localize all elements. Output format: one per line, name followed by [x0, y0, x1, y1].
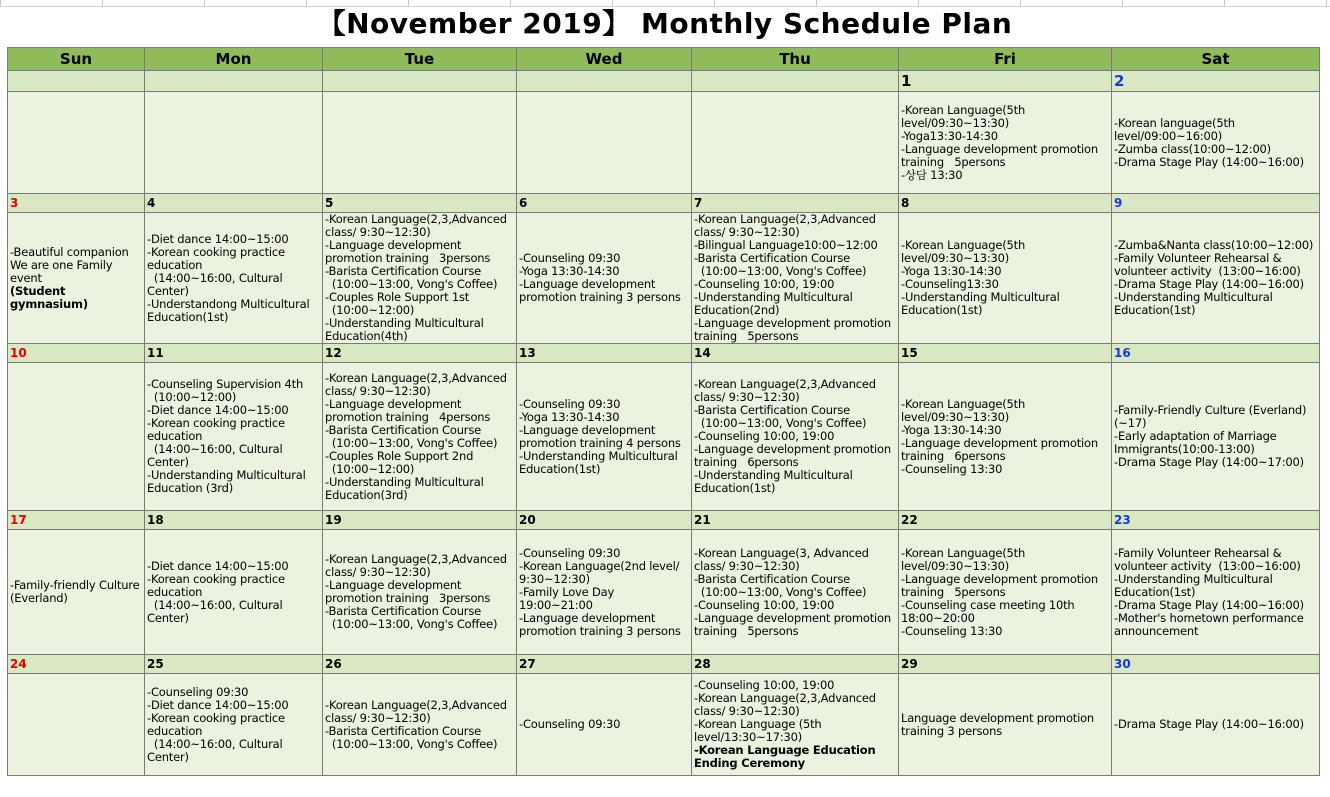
date-number-wed: 6: [517, 194, 692, 213]
schedule-entry: -Korean Language(2,3,Advanced class/ 9:30~12:30): [325, 212, 511, 239]
schedule-entry: -Counseling 10:00, 19:00: [694, 429, 835, 443]
schedule-entry: -Korean Language(2,3,Advanced class/ 9:30~12:30): [694, 377, 880, 404]
schedule-entry: -Language development promotion training 6persons: [901, 435, 1102, 463]
schedule-entry: -Understanding Multicultural Education(1st): [519, 448, 682, 476]
schedule-entry: -Korean Language(2,3,Advanced class/ 9:30~12:30): [694, 212, 880, 239]
weekday-wed: Wed: [517, 48, 692, 71]
schedule-entry: -Understandong Multicultural Education(1st): [147, 296, 313, 324]
schedule-entry: -Korean Language(2,3,Advanced class/ 9:30~12:30): [325, 697, 511, 725]
schedule-entry: -Barista Certification Course: [325, 264, 481, 278]
date-number-mon: 11: [145, 344, 323, 363]
date-number-thu: 7: [692, 194, 899, 213]
date-number-sun: 3: [8, 194, 145, 213]
schedule-entry: (Student gymnasium): [10, 283, 88, 311]
schedule-entry: (14:00~16:00, Cultural Center): [147, 270, 286, 298]
day-cell-fri[interactable]: [899, 363, 1112, 511]
date-row: [8, 344, 1320, 363]
date-number-thu: [692, 71, 899, 92]
date-number-tue: 5: [323, 194, 517, 213]
schedule-entry: -Couples Role Support 2nd: [325, 448, 474, 463]
date-number-sat: 9: [1112, 194, 1320, 213]
weekday-thu: Thu: [692, 48, 899, 71]
schedule-entry: -Korean language(5th level/09:00~16:00): [1114, 115, 1239, 143]
schedule-entry: -Drama Stage Play (14:00~16:00): [1114, 597, 1304, 612]
schedule-entry: (14:00~16:00, Cultural Center): [147, 442, 286, 469]
schedule-entry: -Counseling case meeting 10th 18:00~20:00: [901, 597, 1078, 625]
schedule-entry: -Counseling 09:30: [519, 251, 621, 265]
schedule-entry: -Language development promotion training 6persons: [694, 442, 895, 469]
schedule-entry: -Korean Language(2,3,Advanced class/ 9:30~12:30): [694, 691, 880, 718]
date-number-tue: 26: [323, 655, 517, 674]
schedule-entry: -Language development promotion training 3 persons: [519, 610, 681, 638]
date-number-mon: [145, 71, 323, 92]
schedule-entry: -Korean cooking practice education: [147, 571, 289, 599]
schedule-entry: -Korean Language(5th level/09:30~13:30): [901, 545, 1029, 573]
schedule-entry: -Beautiful companion We are one Family event: [10, 244, 133, 285]
date-number-thu: 14: [692, 344, 899, 363]
day-cell-sun[interactable]: [8, 530, 145, 655]
date-number-mon: 18: [145, 511, 323, 530]
date-number-fri: 8: [899, 194, 1112, 213]
schedule-entry: -Understanding Multicultural Education(3rd): [325, 474, 488, 502]
schedule-entry: -Counseling 09:30: [147, 684, 249, 699]
date-number-wed: 27: [517, 655, 692, 674]
schedule-entry: -Korean Language(2,3,Advanced class/ 9:30~12:30): [325, 552, 511, 579]
schedule-entry: -Family Volunteer Rehearsal & volunteer activity (13:00~16:00): [1114, 545, 1301, 573]
date-number-sat: 23: [1112, 511, 1320, 530]
day-cell-tue[interactable]: [323, 92, 517, 194]
schedule-entry: -Diet dance 14:00~15:00: [147, 697, 289, 712]
schedule-entry: -Barista Certification Course: [325, 604, 481, 618]
schedule-entry: -Language development promotion training 5persons: [694, 316, 895, 343]
schedule-entry: Language development promotion training 3 persons: [901, 710, 1098, 738]
schedule-entry: -Diet dance 14:00~15:00: [147, 403, 289, 417]
schedule-entry: -Counseling 10:00, 19:00: [694, 597, 835, 612]
weekday-tue: Tue: [323, 48, 517, 71]
day-cell-wed[interactable]: [517, 530, 692, 655]
schedule-entry: -Korean cooking practice education: [147, 416, 289, 443]
schedule-entry: -Zumba class(10:00~12:00): [1114, 141, 1271, 156]
date-row: [8, 71, 1320, 92]
date-number-sun: 10: [8, 344, 145, 363]
schedule-entry: -Language development promotion training 5persons: [901, 141, 1102, 169]
schedule-entry: -Barista Certification Course: [325, 422, 481, 437]
schedule-entry: (10:00~13:00, Vong's Coffee): [325, 736, 498, 751]
date-number-wed: [517, 71, 692, 92]
day-cell-thu[interactable]: [692, 213, 899, 344]
schedule-entry: -Counseling 09:30: [519, 717, 621, 731]
date-number-thu: 21: [692, 511, 899, 530]
date-number-tue: [323, 71, 517, 92]
schedule-entry: -Family-friendly Culture (Everland): [10, 578, 143, 605]
date-number-sat: 16: [1112, 344, 1320, 363]
schedule-entry: -Drama Stage Play (14:00~16:00): [1114, 154, 1304, 169]
day-cell-sun[interactable]: [8, 674, 145, 776]
schedule-entry: -Counseling 10:00, 19:00: [694, 678, 835, 692]
schedule-entry: -Korean Language(5th level/09:30~13:30): [901, 238, 1029, 265]
schedule-entry: -Language development promotion training 4 persons: [519, 422, 681, 450]
weekday-sat: Sat: [1112, 48, 1320, 71]
schedule-entry: -Family-Friendly Culture (Everland)(~17): [1114, 403, 1307, 430]
date-number-wed: 13: [517, 344, 692, 363]
schedule-entry: -Understanding Multicultural Education(1st): [901, 290, 1064, 317]
date-row: [8, 655, 1320, 674]
date-number-fri: 22: [899, 511, 1112, 530]
schedule-entry: -Couples Role Support 1st: [325, 290, 470, 304]
day-cell-wed[interactable]: [517, 363, 692, 511]
day-cell-sat[interactable]: [1112, 213, 1320, 344]
schedule-entry: -Barista Certification Course: [694, 571, 850, 586]
calendar-table: [7, 47, 1320, 776]
day-cell-sun[interactable]: [8, 92, 145, 194]
schedule-row: [8, 363, 1320, 511]
schedule-entry: -Korean Language(2,3,Advanced class/ 9:30~12:30): [325, 370, 511, 398]
day-cell-mon[interactable]: [145, 674, 323, 776]
day-cell-fri[interactable]: [899, 530, 1112, 655]
schedule-entry: -Korean cooking practice education: [147, 710, 289, 738]
schedule-entry: -Korean Language (5th level/13:30~17:30): [694, 717, 825, 744]
schedule-entry: -Korean cooking practice education: [147, 244, 289, 272]
schedule-entry: -Understanding Multicultural Education(1st): [1114, 290, 1277, 317]
weekday-mon: Mon: [145, 48, 323, 71]
schedule-entry: -Yoga 13:30-14:30: [519, 264, 620, 278]
schedule-entry: -Bilingual Language10:00~12:00: [694, 238, 878, 252]
day-cell-tue[interactable]: [323, 363, 517, 511]
day-cell-thu[interactable]: [692, 674, 899, 776]
date-number-fri: 1: [899, 71, 1112, 92]
date-number-sat: 2: [1112, 71, 1320, 92]
schedule-entry: -Counseling 13:30: [901, 623, 1003, 638]
schedule-entry: (14:00~16:00, Cultural Center): [147, 736, 286, 764]
day-cell-sat[interactable]: [1112, 92, 1320, 194]
schedule-entry: -Barista Certification Course: [325, 723, 481, 738]
day-cell-fri[interactable]: [899, 674, 1112, 776]
day-cell-mon[interactable]: [145, 363, 323, 511]
date-number-tue: 12: [323, 344, 517, 363]
schedule-entry: -Language development promotion training 3persons: [325, 238, 491, 265]
weekday-sun: Sun: [8, 48, 145, 71]
day-cell-thu[interactable]: [692, 530, 899, 655]
schedule-entry: -Family Love Day 19:00~21:00: [519, 584, 618, 612]
day-cell-tue[interactable]: [323, 674, 517, 776]
schedule-entry: -Understanding Multicultural Education(1st): [694, 468, 857, 495]
day-cell-wed[interactable]: [517, 92, 692, 194]
schedule-entry: (10:00~13:00, Vong's Coffee): [694, 264, 867, 278]
schedule-entry: (10:00~12:00): [147, 390, 237, 404]
day-cell-thu[interactable]: [692, 363, 899, 511]
schedule-entry: -Language development promotion training 5persons: [901, 571, 1102, 599]
schedule-entry: -Barista Certification Course: [694, 403, 850, 417]
schedule-entry: -Yoga13:30-14:30: [901, 128, 998, 143]
schedule-entry: -Korean Language(5th level/09:30~13:30): [901, 396, 1029, 424]
day-cell-fri[interactable]: [899, 92, 1112, 194]
schedule-entry: -Korean Language(3, Advanced class/ 9:30~12:30): [694, 545, 873, 573]
schedule-entry: -Korean Language(2nd level/ 9:30~12:30): [519, 558, 683, 586]
schedule-entry: -Yoga 13:30-14:30: [519, 409, 620, 424]
day-cell-wed[interactable]: [517, 674, 692, 776]
schedule-entry: -Counseling13:30: [901, 277, 999, 291]
schedule-entry: (10:00~12:00): [325, 303, 415, 317]
schedule-entry: -Language development promotion training 4persons: [325, 396, 491, 424]
schedule-entry: -Yoga 13:30-14:30: [901, 422, 1002, 437]
date-number-sat: 30: [1112, 655, 1320, 674]
schedule-entry: -Drama Stage Play (14:00~16:00): [1114, 717, 1304, 731]
day-cell-sun[interactable]: [8, 363, 145, 511]
date-number-sun: [8, 71, 145, 92]
day-cell-sat[interactable]: [1112, 674, 1320, 776]
date-number-fri: 29: [899, 655, 1112, 674]
date-number-mon: 25: [145, 655, 323, 674]
schedule-entry: -Early adaptation of Marriage Immigrants(10:00-13:00): [1114, 429, 1281, 456]
schedule-entry: -Korean Language(5th level/09:30~13:30): [901, 102, 1029, 130]
day-cell-sun[interactable]: [8, 213, 145, 344]
schedule-entry: -Counseling Supervision 4th: [147, 377, 304, 391]
schedule-entry: (14:00~16:00, Cultural Center): [147, 597, 286, 625]
schedule-entry: -Understanding Multicultural Education(1st): [1114, 571, 1277, 599]
schedule-entry: -Drama Stage Play (14:00~16:00): [1114, 277, 1304, 291]
schedule-entry: (10:00~13:00, Vong's Coffee): [694, 584, 867, 599]
schedule-entry: -Counseling 10:00, 19:00: [694, 277, 835, 291]
date-number-tue: 19: [323, 511, 517, 530]
day-cell-tue[interactable]: [323, 530, 517, 655]
day-cell-sat[interactable]: [1112, 530, 1320, 655]
day-cell-mon[interactable]: [145, 92, 323, 194]
schedule-entry: -Counseling 09:30: [519, 545, 621, 560]
schedule-entry: -Yoga 13:30-14:30: [901, 264, 1002, 278]
schedule-entry: -Korean Language Education Ending Ceremony: [694, 743, 880, 770]
schedule-entry: -Language development promotion training 3persons: [325, 578, 491, 605]
schedule-row: [8, 674, 1320, 776]
schedule-entry: (10:00~13:00, Vong's Coffee): [325, 435, 498, 450]
schedule-entry: -Counseling 13:30: [901, 461, 1003, 476]
date-number-thu: 28: [692, 655, 899, 674]
schedule-row: [8, 92, 1320, 194]
date-row: [8, 194, 1320, 213]
day-cell-mon[interactable]: [145, 530, 323, 655]
schedule-entry: -Language development promotion training 3 persons: [519, 277, 681, 304]
weekday-fri: Fri: [899, 48, 1112, 71]
date-number-wed: 20: [517, 511, 692, 530]
schedule-entry: -Barista Certification Course: [694, 251, 850, 265]
date-number-fri: 15: [899, 344, 1112, 363]
schedule-row: [8, 530, 1320, 655]
schedule-entry: (10:00~13:00, Vong's Coffee): [694, 416, 867, 430]
weekday-header-row: [8, 48, 1320, 71]
schedule-entry: -Mother's hometown performance announcement: [1114, 610, 1308, 638]
day-cell-mon[interactable]: [145, 213, 323, 344]
schedule-entry: (10:00~12:00): [325, 461, 415, 476]
day-cell-wed[interactable]: [517, 213, 692, 344]
schedule-entry: (10:00~13:00, Vong's Coffee): [325, 617, 498, 631]
schedule-entry: -Understanding Multicultural Education(4th): [325, 316, 488, 343]
day-cell-fri[interactable]: [899, 213, 1112, 344]
day-cell-thu[interactable]: [692, 92, 899, 194]
schedule-row: [8, 213, 1320, 344]
schedule-entry: -Counseling 09:30: [519, 396, 621, 411]
schedule-entry: -Zumba&Nanta class(10:00~12:00): [1114, 238, 1314, 252]
schedule-entry: (10:00~13:00, Vong's Coffee): [325, 277, 498, 291]
schedule-entry: -Drama Stage Play (14:00~17:00): [1114, 455, 1304, 469]
schedule-entry: -Family Volunteer Rehearsal & volunteer activity (13:00~16:00): [1114, 251, 1301, 278]
day-cell-sat[interactable]: [1112, 363, 1320, 511]
schedule-entry: -상담 13:30: [901, 167, 963, 182]
schedule-entry: -Diet dance 14:00~15:00: [147, 558, 289, 573]
schedule-entry: -Understanding Multicultural Education(2nd): [694, 290, 857, 317]
schedule-entry: -Diet dance 14:00~15:00: [147, 231, 289, 246]
date-row: [8, 511, 1320, 530]
day-cell-tue[interactable]: [323, 213, 517, 344]
schedule-entry: -Understanding Multicultural Education (3rd): [147, 468, 310, 495]
date-number-sun: 17: [8, 511, 145, 530]
page-title: 【November 2019】 Monthly Schedule Plan: [317, 7, 1013, 40]
schedule-entry: -Language development promotion training 5persons: [694, 610, 895, 638]
date-number-sun: 24: [8, 655, 145, 674]
date-number-mon: 4: [145, 194, 323, 213]
